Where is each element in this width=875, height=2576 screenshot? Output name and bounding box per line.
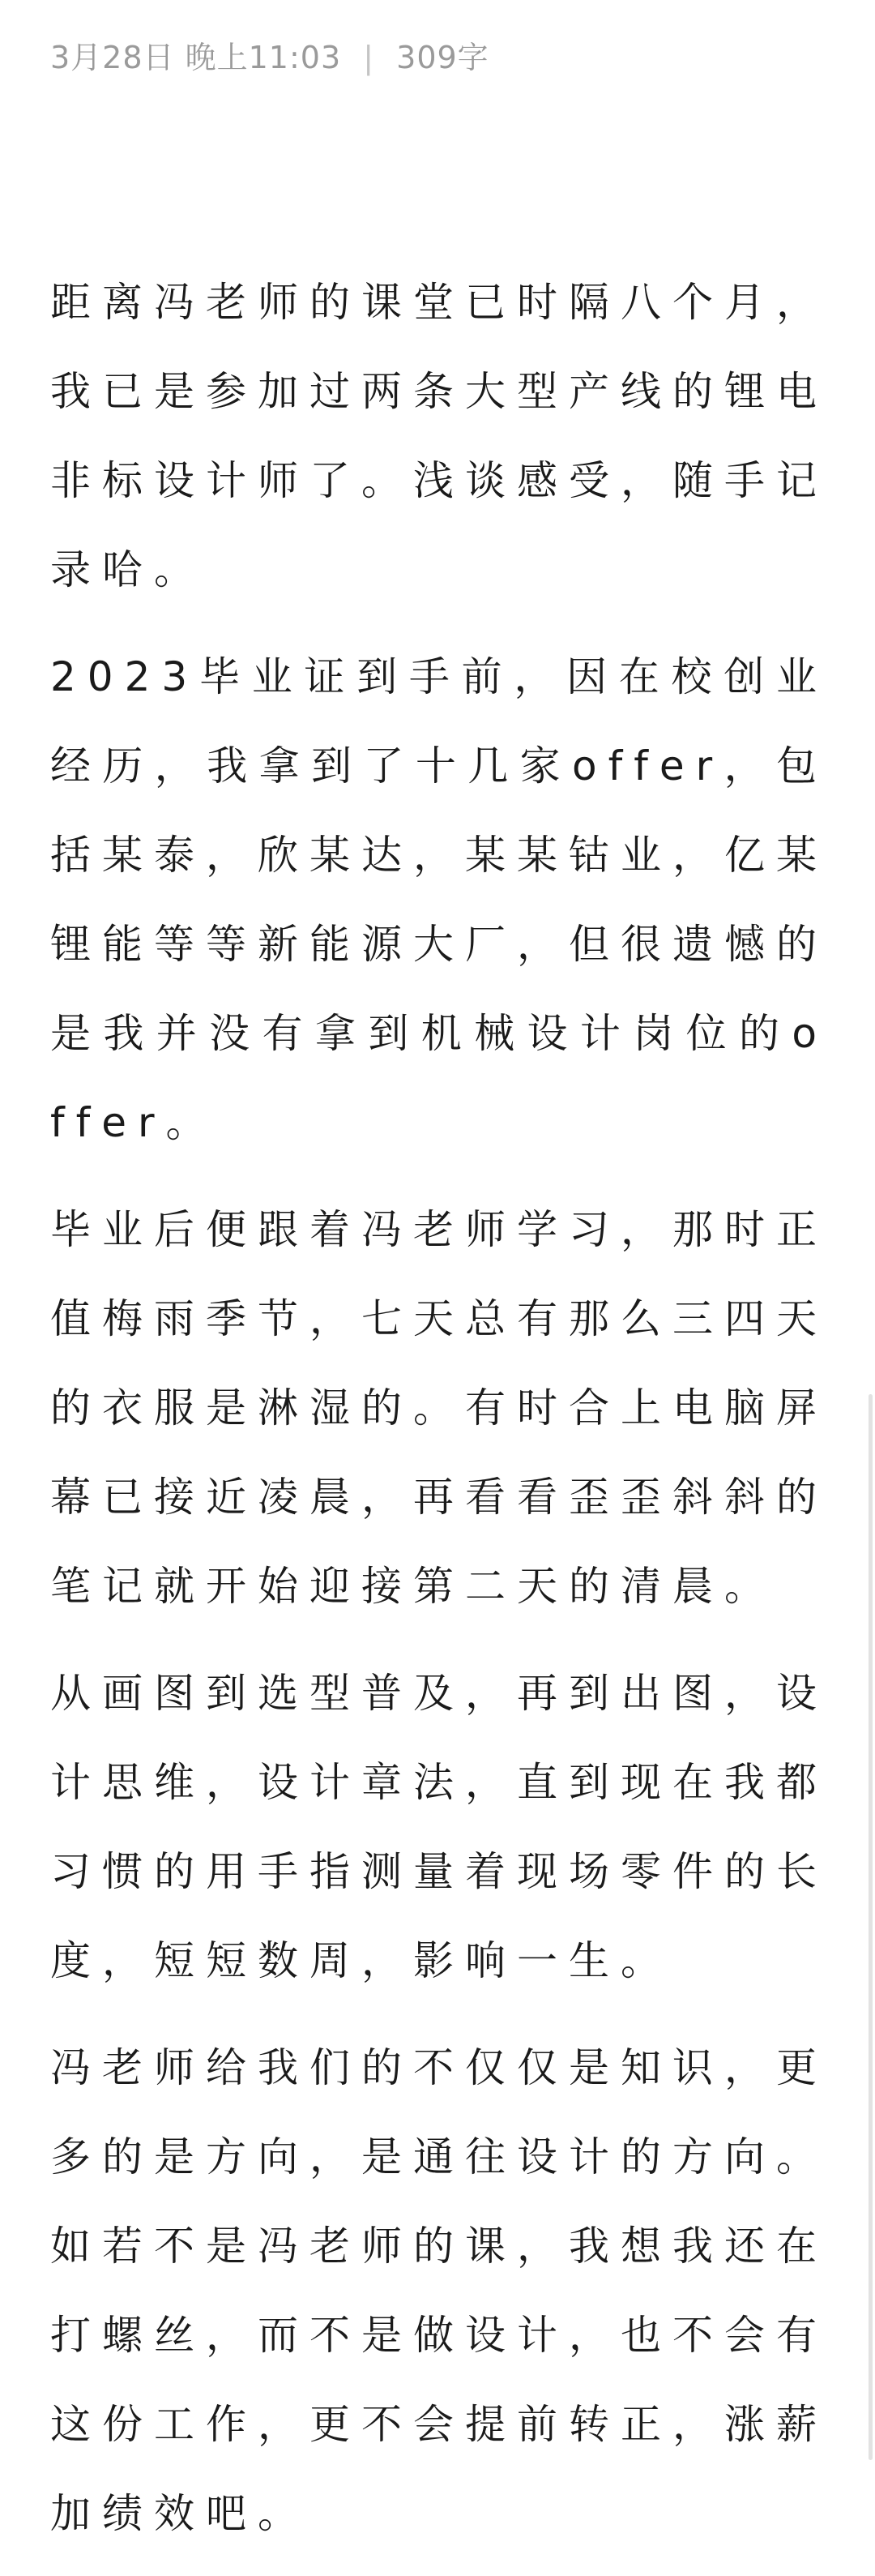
note-paragraph: 冯老师给我们的不仅仅是知识，更多的是方向，是通往设计的方向。如若不是冯老师的课，我想我还在打螺丝，而不是做设计，也不会有这份工作，更不会提前转正，涨薪加绩效吧。 — [50, 2044, 828, 2537]
note-meta — [50, 36, 489, 79]
note-paragraph: 毕业后便跟着冯老师学习，那时正值梅雨季节，七天总有那么三四天的衣服是淋湿的。有时合上电脑屏幕已接近凌晨，再看看歪歪斜斜的笔记就开始迎接第二天的清晨。 — [50, 1206, 828, 1610]
note-paragraph: 从画图到选型普及，再到出图，设计思维，设计章法，直到现在我都习惯的用手指测量着现场零件的长度，短短数周，影响一生。 — [50, 1670, 828, 1984]
note-time: 晚上11:03 — [185, 40, 342, 75]
scrollbar-track[interactable] — [865, 1394, 875, 2460]
note-paragraph: 2023毕业证到手前，因在校创业经历，我拿到了十几家offer，包括某泰，欣某达，某某钴业，亿某锂能等等新能源大厂，但很遗憾的是我并没有拿到机械设计岗位的offer。 — [50, 653, 828, 1146]
note-date: 3月28日 — [50, 40, 175, 75]
note-paragraph: 距离冯老师的课堂已时隔八个月，我已是参加过两条大型产线的锂电非标设计师了。浅谈感受，随手记录哈。 — [50, 279, 828, 593]
note-body[interactable] — [50, 258, 828, 2576]
meta-separator: | — [363, 40, 375, 75]
word-count: 309字 — [396, 40, 489, 75]
scrollbar-thumb[interactable] — [869, 1394, 873, 2460]
